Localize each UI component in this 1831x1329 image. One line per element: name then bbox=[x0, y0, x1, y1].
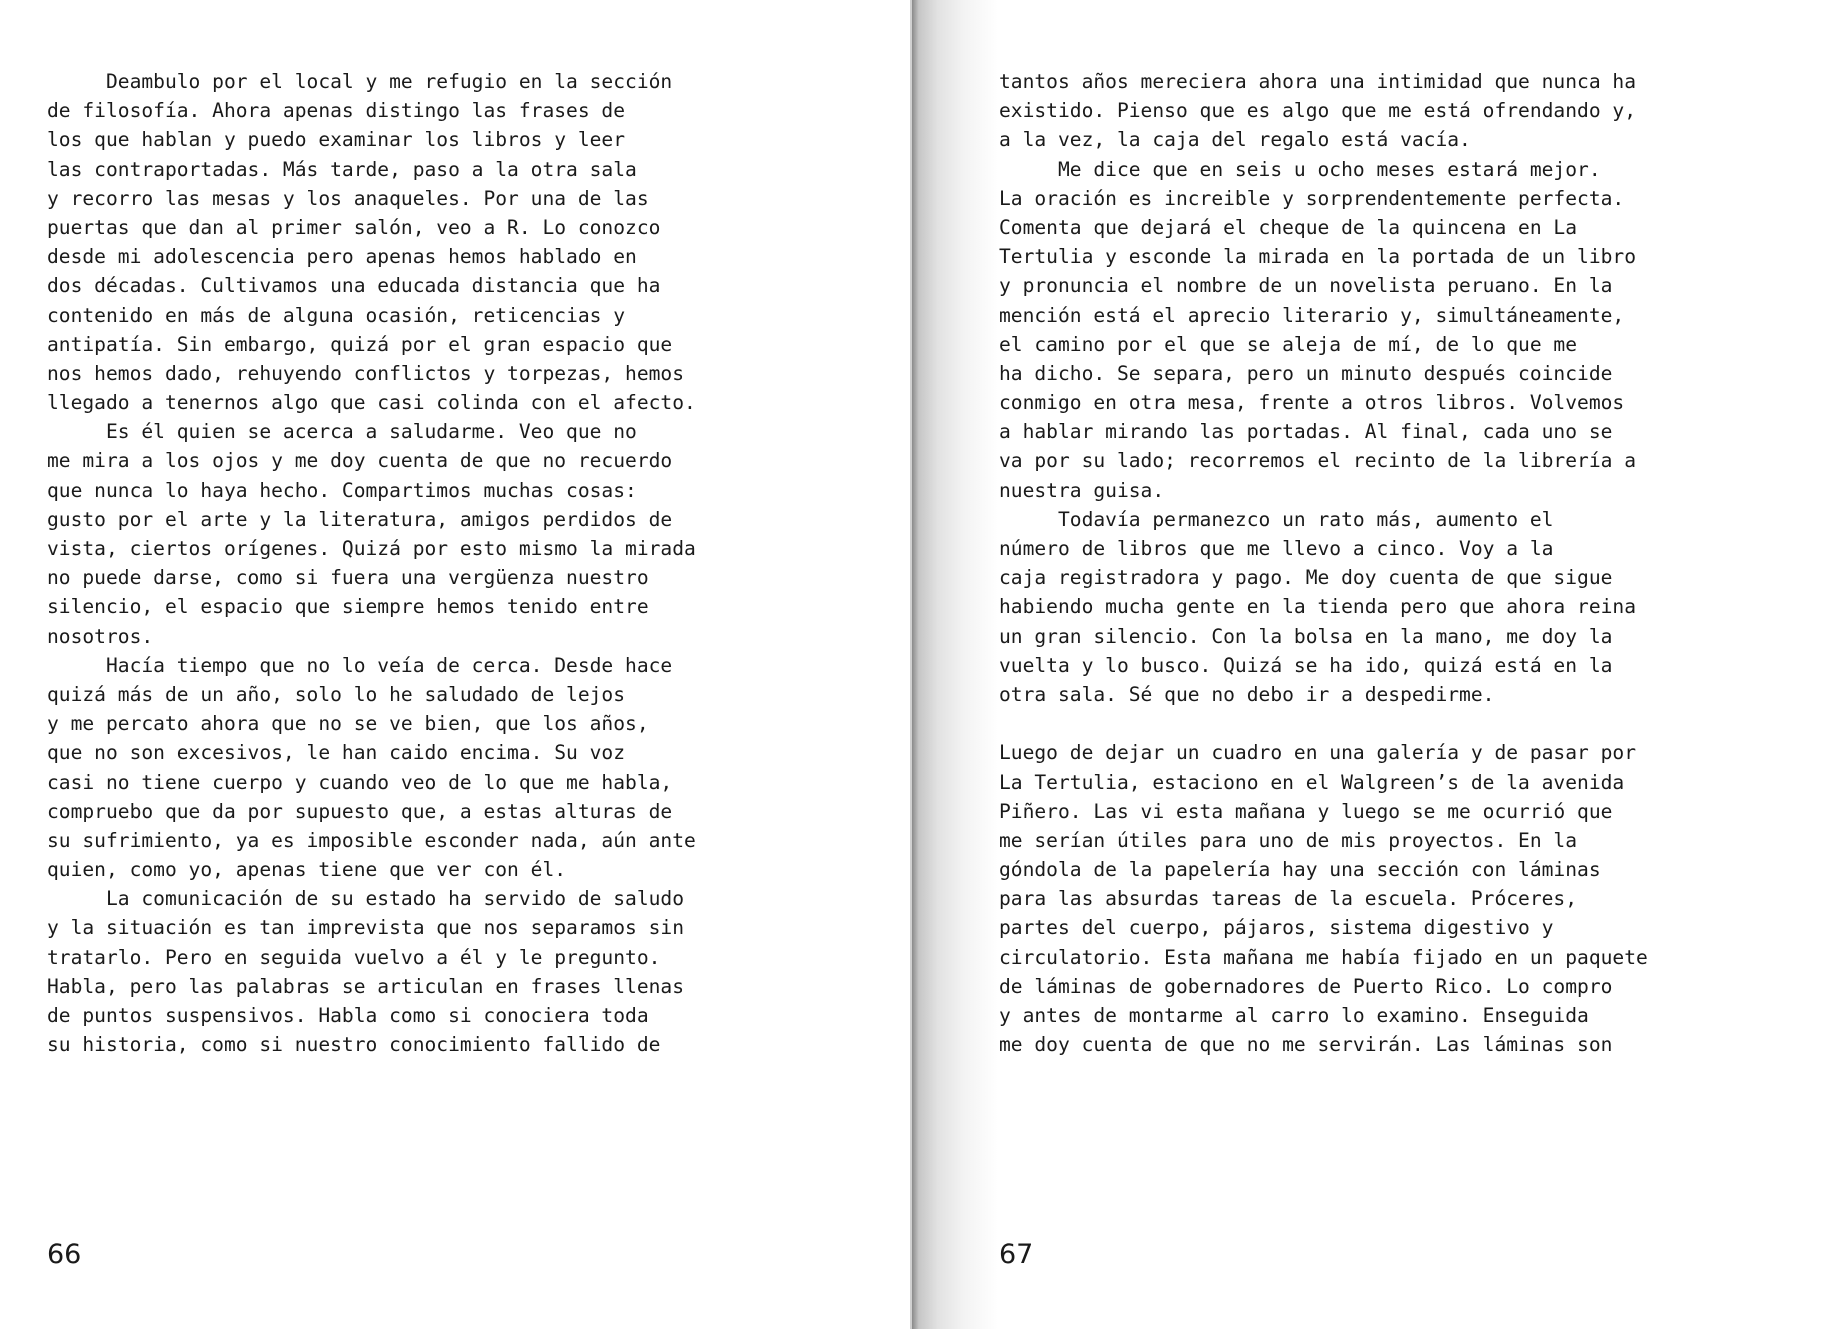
text-line: Todavía permanezco un rato más, aumento el bbox=[999, 507, 1554, 531]
text-line: de filosofía. Ahora apenas distingo las frases de bbox=[47, 99, 626, 123]
text-line: a hablar mirando las portadas. Al final, cada uno se bbox=[999, 420, 1613, 444]
text-line: Deambulo por el local y me refugio en la sección bbox=[47, 70, 673, 93]
text-line: y recorro las mesas y los anaqueles. Por una de las bbox=[47, 186, 649, 210]
text-line: nosotros. bbox=[47, 624, 154, 648]
text-line: para las absurdas tareas de la escuela. Próceres, bbox=[999, 887, 1578, 911]
text-line: puertas que dan al primer salón, veo a R. Lo conozco bbox=[47, 215, 661, 239]
text-line: de puntos suspensivos. Habla como si conociera toda bbox=[47, 1004, 649, 1027]
text-line: gusto por el arte y la literatura, amigos perdidos de bbox=[47, 507, 673, 531]
text-line: quien, como yo, apenas tiene que ver con él. bbox=[47, 858, 567, 882]
text-line: silencio, el espacio que siempre hemos tenido entre bbox=[47, 595, 649, 619]
text-line: tantos años mereciera ahora una intimidad que nunca ha bbox=[999, 70, 1637, 93]
text-line: las contraportadas. Más tarde, paso a la otra sala bbox=[47, 157, 637, 181]
text-line: número de libros que me llevo a cinco. Voy a la bbox=[999, 537, 1554, 560]
text-line bbox=[999, 709, 1648, 738]
text-line: Es él quien se acerca a saludarme. Veo que no bbox=[47, 420, 637, 444]
page-number-left: 66 bbox=[47, 1239, 82, 1270]
text-line: vista, ciertos orígenes. Quizá por esto mismo la mirada bbox=[47, 537, 696, 560]
text-line: habiendo mucha gente en la tienda pero que ahora reina bbox=[999, 595, 1637, 619]
text-line: a la vez, la caja del regalo está vacía. bbox=[999, 128, 1471, 152]
text-line: La oración es increible y sorprendentemente perfecta. bbox=[999, 186, 1625, 210]
text-line: Tertulia y esconde la mirada en la portada de un libro bbox=[999, 245, 1637, 269]
text-line: contenido en más de alguna ocasión, reticencias y bbox=[47, 303, 626, 327]
text-line: conmigo en otra mesa, frente a otros libros. Volvemos bbox=[999, 391, 1625, 415]
text-line: Habla, pero las palabras se articulan en frases llenas bbox=[47, 974, 685, 998]
text-line: La comunicación de su estado ha servido de saludo bbox=[47, 887, 685, 911]
text-line: nos hemos dado, rehuyendo conflictos y torpezas, hemos bbox=[47, 361, 685, 385]
text-line: no puede darse, como si fuera una vergüenza nuestro bbox=[47, 566, 649, 590]
text-line: existido. Pienso que es algo que me está ofrendando y, bbox=[999, 99, 1637, 123]
text-line: circulatorio. Esta mañana me había fijado en un paquete bbox=[999, 945, 1648, 969]
text-line: partes del cuerpo, pájaros, sistema digestivo y bbox=[999, 916, 1554, 940]
text-line: dos décadas. Cultivamos una educada distancia que ha bbox=[47, 274, 661, 298]
text-line: Piñero. Las vi esta mañana y luego se me ocurrió que bbox=[999, 799, 1613, 823]
text-line: que no son excesivos, le han caido encima. Su voz bbox=[47, 741, 626, 765]
text-line: el camino por el que se aleja de mí, de lo que me bbox=[999, 332, 1578, 356]
text-line: compruebo que da por supuesto que, a estas alturas de bbox=[47, 799, 673, 823]
left-page bbox=[0, 0, 914, 1329]
text-line: Hacía tiempo que no lo veía de cerca. Desde hace bbox=[47, 653, 673, 677]
text-line: y pronuncia el nombre de un novelista peruano. En la bbox=[999, 274, 1613, 298]
text-line: su sufrimiento, ya es imposible esconder nada, aún ante bbox=[47, 828, 696, 852]
text-line: y la situación es tan imprevista que nos separamos sin bbox=[47, 916, 685, 940]
text-line: antipatía. Sin embargo, quizá por el gran espacio que bbox=[47, 332, 673, 356]
text-line: Me dice que en seis u ocho meses estará mejor. bbox=[999, 157, 1601, 181]
text-line: llegado a tenernos algo que casi colinda con el afecto. bbox=[47, 391, 696, 415]
page-number-right: 67 bbox=[999, 1239, 1034, 1270]
text-line: de láminas de gobernadores de Puerto Rico. Lo compro bbox=[999, 974, 1613, 998]
gutter-shadow bbox=[912, 0, 998, 1329]
text-line: que nunca lo haya hecho. Compartimos muchas cosas: bbox=[47, 478, 637, 502]
text-line: Comenta que dejará el cheque de la quincena en La bbox=[999, 215, 1578, 239]
text-line: góndola de la papelería hay una sección con láminas bbox=[999, 858, 1601, 882]
right-page-text bbox=[999, 67, 1648, 1059]
text-line: vuelta y lo busco. Quizá se ha ido, quizá está en la bbox=[999, 653, 1613, 677]
text-line: va por su lado; recorremos el recinto de la librería a bbox=[999, 449, 1637, 473]
text-line: los que hablan y puedo examinar los libros y leer bbox=[47, 128, 626, 152]
text-line: desde mi adolescencia pero apenas hemos hablado en bbox=[47, 245, 637, 269]
text-line: nuestra guisa. bbox=[999, 478, 1165, 502]
text-line: otra sala. Sé que no debo ir a despedirme. bbox=[999, 682, 1495, 706]
text-line: quizá más de un año, solo lo he saludado de lejos bbox=[47, 682, 626, 706]
text-line: caja registradora y pago. Me doy cuenta de que sigue bbox=[999, 566, 1613, 590]
text-line: y antes de montarme al carro lo examino. Enseguida bbox=[999, 1004, 1589, 1027]
text-line: casi no tiene cuerpo y cuando veo de lo que me habla, bbox=[47, 770, 673, 794]
text-line: me mira a los ojos y me doy cuenta de que no recuerdo bbox=[47, 449, 673, 473]
text-line: me doy cuenta de que no me servirán. Las láminas son bbox=[999, 1033, 1613, 1057]
text-line: y me percato ahora que no se ve bien, que los años, bbox=[47, 712, 649, 736]
text-line: mención está el aprecio literario y, simultáneamente, bbox=[999, 303, 1625, 327]
text-line: su historia, como si nuestro conocimiento fallido de bbox=[47, 1033, 661, 1057]
left-page-text bbox=[47, 67, 696, 1059]
text-line: un gran silencio. Con la bolsa en la mano, me doy la bbox=[999, 624, 1613, 648]
text-line: tratarlo. Pero en seguida vuelvo a él y le pregunto. bbox=[47, 945, 661, 969]
text-line: Luego de dejar un cuadro en una galería y de pasar por bbox=[999, 741, 1637, 765]
text-line: me serían útiles para uno de mis proyectos. En la bbox=[999, 828, 1578, 852]
text-line: ha dicho. Se separa, pero un minuto después coincide bbox=[999, 361, 1613, 385]
right-page bbox=[914, 0, 1831, 1329]
text-line: La Tertulia, estaciono en el Walgreen’s de la avenida bbox=[999, 770, 1625, 794]
